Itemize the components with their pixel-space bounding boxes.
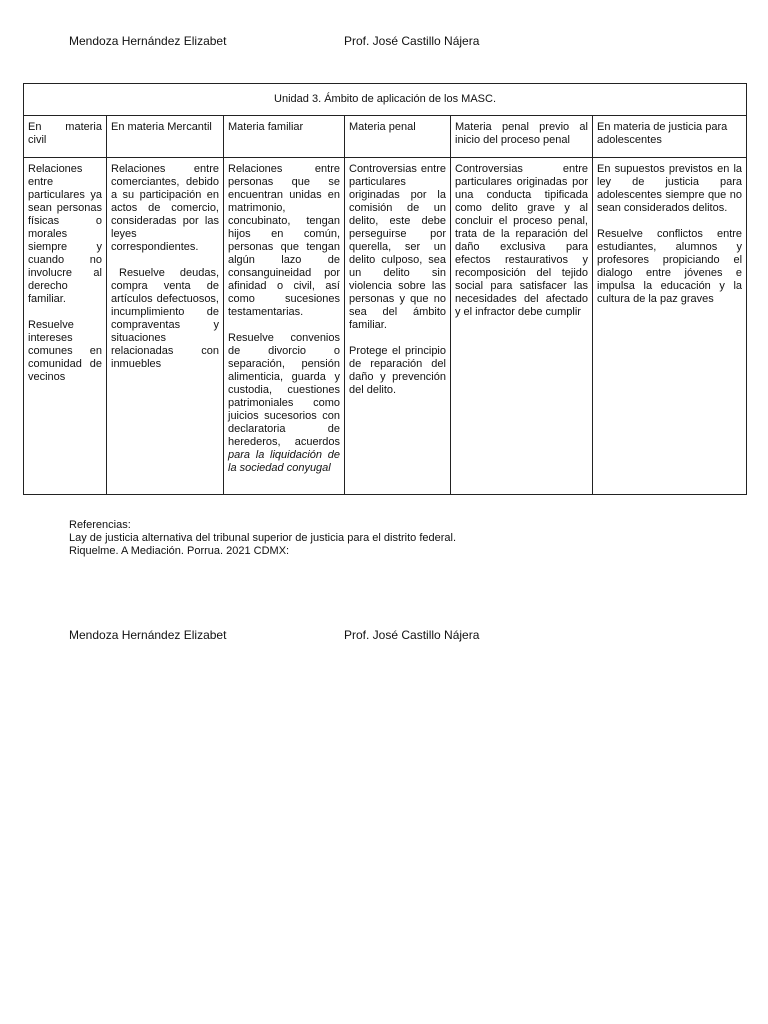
header-student-name: Mendoza Hernández Elizabet xyxy=(69,34,227,48)
header-professor-name: Prof. José Castillo Nájera xyxy=(344,34,480,48)
cell-paragraph: Resuelve intereses comunes en comunidad de vecinos xyxy=(28,319,102,383)
masc-table xyxy=(23,83,747,495)
reference-item: Lay de justicia alternativa del tribunal superior de justicia para el distrito federal. xyxy=(69,532,457,544)
cell-paragraph: Relaciones entre particulares ya sean personas físicas o morales siempre y cuando no involucre al derecho familiar. xyxy=(28,163,102,305)
reference-item: Riquelme. A Mediación. Porrua. 2021 CDMX: xyxy=(69,545,290,557)
cell-penal-previo xyxy=(451,158,593,495)
cell-paragraph: Controversias entre particulares originadas por una conducta tipificada como delito grave y al concluir el proceso penal, trata de la reparación del daño exclusiva para efectos restaurativos y recomposición del tejido social para satisfacer las necesidades del afectado y el infractor debe cumplir xyxy=(455,163,588,318)
footer-student-name: Mendoza Hernández Elizabet xyxy=(69,628,227,642)
cell-paragraph xyxy=(228,332,340,475)
cell-paragraph: Relaciones entre comerciantes, debido a su participación en actos de comercio, consideradas por las leyes correspondientes. xyxy=(111,163,219,253)
column-heading-penal-previo: Materia penal previo al inicio del proceso penal xyxy=(451,116,593,158)
table-title: Unidad 3. Ámbito de aplicación de los MASC. xyxy=(24,84,747,116)
cell-paragraph-text: Resuelve convenios de divorcio o separación, pensión alimenticia, guarda y custodia, cuestiones patrimoniales como juicios sucesorios con declaratoria de herederos, acuerdos xyxy=(228,332,340,448)
column-heading-familiar: Materia familiar xyxy=(224,116,345,158)
references xyxy=(69,519,456,558)
column-heading-adolescentes: En materia de justicia para adolescentes xyxy=(593,116,747,158)
column-heading-civil: En materia civil xyxy=(24,116,107,158)
cell-paragraph: Protege el principio de reparación del daño y prevención del delito. xyxy=(349,345,446,396)
cell-civil xyxy=(24,158,107,495)
column-heading-penal: Materia penal xyxy=(345,116,451,158)
cell-mercantil xyxy=(107,158,224,495)
cell-paragraph: Relaciones entre personas que se encuentran unidas en matrimonio, concubinato, tengan hijos en común, personas que tengan algún lazo de consanguineidad por afinidad o civil, así como sucesiones testamentarias. xyxy=(228,163,340,318)
cell-penal xyxy=(345,158,451,495)
column-heading-mercantil: En materia Mercantil xyxy=(107,116,224,158)
cell-paragraph: Resuelve conflictos entre estudiantes, alumnos y profesores propiciando el dialogo entre jóvenes e impulsa la educación y la cultura de la paz graves xyxy=(597,228,743,305)
cell-paragraph: Controversias entre particulares originadas por la comisión de un delito, este debe perseguirse por querella, ser un delito culposo, sea un delito sin violencia sobre las personas y que no sea del ámbito familiar. xyxy=(349,163,446,331)
footer-professor-name: Prof. José Castillo Nájera xyxy=(344,628,480,642)
references-label: Referencias: xyxy=(69,519,131,531)
cell-paragraph: En supuestos previstos en la ley de justicia para adolescentes siempre que no sean considerados delitos. xyxy=(597,163,743,214)
cell-paragraph: Resuelve deudas, compra venta de artículos defectuosos, incumplimiento de compraventas y situaciones relacionadas con inmuebles xyxy=(111,267,219,370)
cell-italic-text: para la liquidación de la sociedad conyugal xyxy=(228,449,340,474)
cell-adolescentes xyxy=(593,158,747,495)
cell-familiar xyxy=(224,158,345,495)
